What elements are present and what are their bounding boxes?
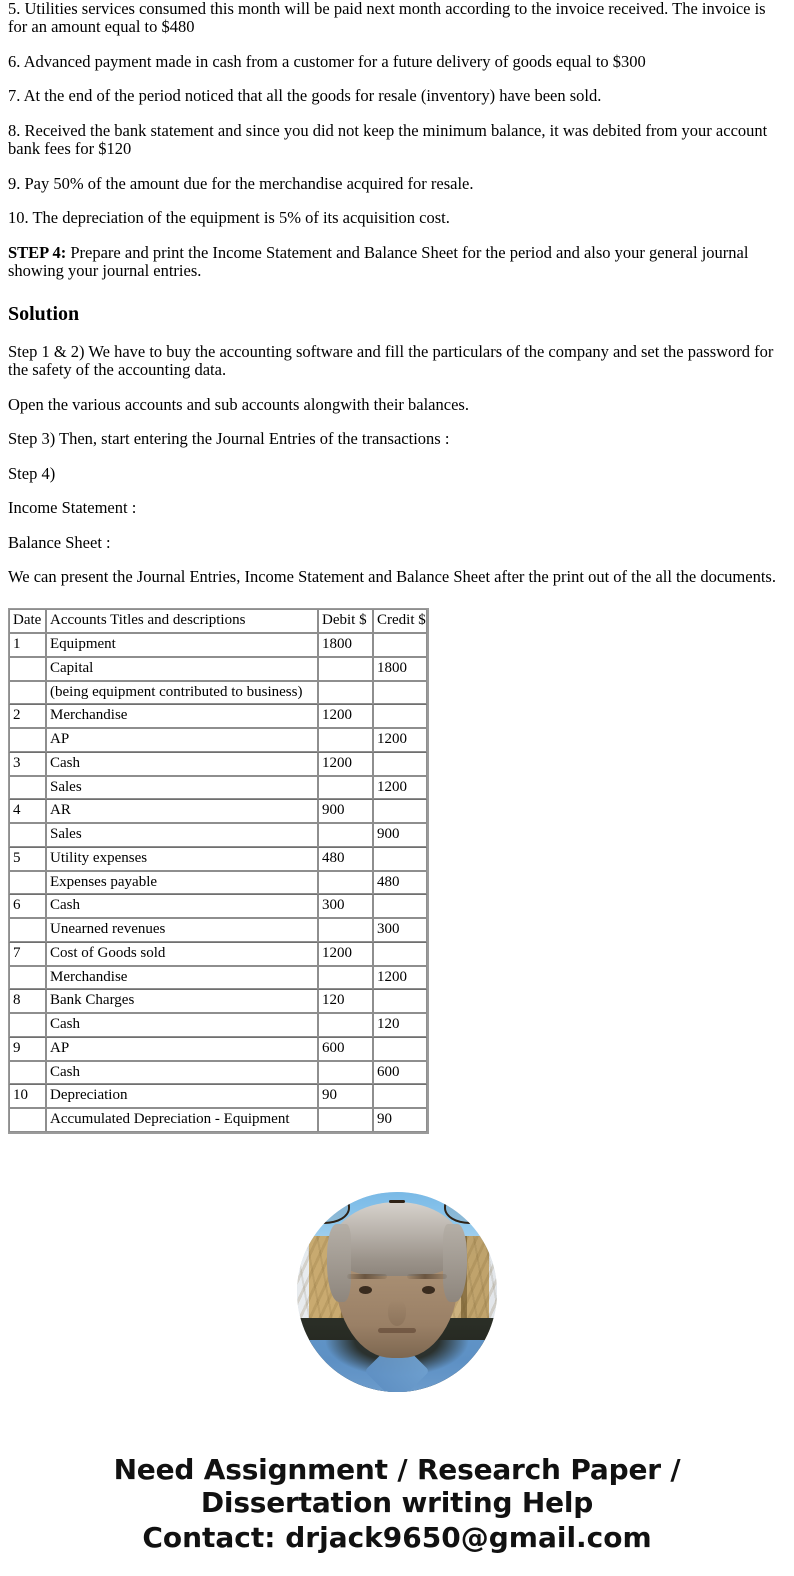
cell-date: 9 [9,1037,46,1061]
cell-account: Capital [46,657,318,681]
glasses-left-lens [299,1192,350,1224]
transaction-item-7: 7. At the end of the period noticed that all the goods for resale (inventory) have been sold. [8,86,602,106]
contact-headline-part2: writing Help [401,1485,594,1519]
cell-debit [318,966,373,990]
solution-step-1-2: Step 1 & 2) We have to buy the accounting software and fill the particulars of the company and set the password for the safety of the accounting data. [8,341,774,380]
avatar-left-eye [359,1286,372,1294]
table-row [9,776,427,800]
cell-debit: 900 [318,799,373,823]
cell-account: Cash [46,752,318,776]
cell-debit: 1800 [318,633,373,657]
table-row [9,704,427,728]
solution-open-accounts: Open the various accounts and sub accounts alongwith their balances. [8,394,469,414]
cell-credit: 1200 [373,776,427,800]
table-row [9,1013,427,1037]
cell-debit [318,1013,373,1037]
cell-debit [318,871,373,895]
cell-credit [373,1084,427,1108]
cell-account: Unearned revenues [46,918,318,942]
cell-date [9,657,46,681]
cell-debit [318,823,373,847]
table-row [9,942,427,966]
solution-balance-sheet-label: Balance Sheet : [8,532,111,552]
cell-date [9,1061,46,1085]
solution-step-4: Step 4) [8,463,56,483]
contact-headline [18,1453,776,1519]
table-row [9,657,427,681]
cell-credit: 90 [373,1108,427,1132]
transaction-item-5: 5. Utilities services consumed this month will be paid next month according to the invoice received. The invoice is for an amount equal to $480 [8,0,766,37]
step4-label: STEP 4: [8,242,67,262]
cell-debit: 1200 [318,752,373,776]
cell-date: 3 [9,752,46,776]
cell-debit [318,918,373,942]
cell-credit: 1200 [373,966,427,990]
cell-credit [373,1037,427,1061]
cell-date [9,1013,46,1037]
table-row [9,966,427,990]
step4-instruction [0,244,794,281]
avatar-right-eye [422,1286,435,1294]
cell-date: 2 [9,704,46,728]
header-cell-debit: Debit $ [318,609,373,633]
cell-account: Merchandise [46,704,318,728]
table-row [9,799,427,823]
table-row [9,823,427,847]
cell-credit [373,847,427,871]
glasses-bridge [389,1200,405,1203]
cell-account: Expenses payable [46,871,318,895]
table-row [9,871,427,895]
cell-account: (being equipment contributed to business) [46,681,318,705]
header-cell-accounts: Accounts Titles and descriptions [46,609,318,633]
table-row [9,681,427,705]
table-row [9,728,427,752]
cell-date: 1 [9,633,46,657]
cell-account: Sales [46,823,318,847]
cell-debit [318,657,373,681]
cell-credit: 600 [373,1061,427,1085]
cell-account: AP [46,1037,318,1061]
cell-date: 6 [9,894,46,918]
cell-debit: 600 [318,1037,373,1061]
table-row [9,1084,427,1108]
avatar-hair-left-side [327,1224,351,1302]
cell-credit: 120 [373,1013,427,1037]
cell-account: Cash [46,1061,318,1085]
cell-account: Depreciation [46,1084,318,1108]
cell-debit: 1200 [318,704,373,728]
cell-account: Accumulated Depreciation - Equipment [46,1108,318,1132]
table-row [9,1037,427,1061]
cell-account: Bank Charges [46,989,318,1013]
cell-debit [318,681,373,705]
cell-account: Cost of Goods sold [46,942,318,966]
cell-credit: 300 [373,918,427,942]
solution-body [0,343,794,587]
cell-date [9,823,46,847]
table-header-row [9,609,427,633]
cell-date: 7 [9,942,46,966]
table-row [9,989,427,1013]
avatar-left-eyebrow [347,1274,387,1279]
cell-date [9,918,46,942]
cell-debit [318,728,373,752]
transaction-item-9: 9. Pay 50% of the amount due for the merchandise acquired for resale. [8,173,474,193]
cell-debit: 480 [318,847,373,871]
cell-credit: 900 [373,823,427,847]
cell-debit: 90 [318,1084,373,1108]
cell-account: Cash [46,894,318,918]
table-row [9,1108,427,1132]
cell-date [9,871,46,895]
cell-account: Sales [46,776,318,800]
cell-account: Merchandise [46,966,318,990]
table-row [9,918,427,942]
cell-date: 10 [9,1084,46,1108]
cell-date: 4 [9,799,46,823]
cell-account: AR [46,799,318,823]
cell-credit [373,752,427,776]
cell-account: AP [46,728,318,752]
avatar-right-eyebrow [407,1274,447,1279]
avatar-mouth [378,1328,416,1333]
contact-email-line[interactable]: Contact: drjack9650@gmail.com [142,1521,652,1554]
table-row [9,894,427,918]
cell-account: Cash [46,1013,318,1037]
cell-account: Utility expenses [46,847,318,871]
table-row [9,633,427,657]
avatar [297,1192,497,1392]
cell-date: 5 [9,847,46,871]
transaction-item-10: 10. The depreciation of the equipment is 5% of its acquisition cost. [8,208,450,228]
table-row [9,752,427,776]
cell-credit [373,681,427,705]
avatar-hair-right-side [443,1224,467,1302]
transaction-item-6: 6. Advanced payment made in cash from a customer for a future delivery of goods equal to $300 [8,51,646,71]
avatar-block [0,1192,794,1397]
step4-text: Prepare and print the Income Statement and Balance Sheet for the period and also your general journal showing your journal entries. [8,242,749,281]
cell-credit [373,704,427,728]
cell-credit: 480 [373,871,427,895]
cell-date [9,966,46,990]
journal-table-body [9,609,427,1132]
table-row [9,1061,427,1085]
cell-debit: 120 [318,989,373,1013]
cell-debit: 1200 [318,942,373,966]
solution-step-3: Step 3) Then, start entering the Journal Entries of the transactions : [8,429,450,449]
cell-date [9,776,46,800]
transactions-list [0,0,794,228]
contact-headline-part1: Need Assignment / Research Paper / Dissertation [113,1452,681,1519]
cell-account: Equipment [46,633,318,657]
cell-credit [373,942,427,966]
contact-footer [0,1453,794,1576]
cell-credit [373,989,427,1013]
cell-debit [318,1061,373,1085]
header-cell-credit: Credit $ [373,609,427,633]
table-row [9,847,427,871]
solution-income-statement-label: Income Statement : [8,498,137,518]
cell-date: 8 [9,989,46,1013]
cell-date [9,681,46,705]
solution-closing-note: We can present the Journal Entries, Income Statement and Balance Sheet after the print out of the all the documents. [8,566,776,586]
cell-credit: 1200 [373,728,427,752]
cell-date [9,728,46,752]
journal-entries-table [8,608,429,1134]
cell-credit [373,799,427,823]
cell-debit [318,776,373,800]
header-cell-date: Date [9,609,46,633]
cell-credit [373,894,427,918]
solution-heading: Solution [8,302,80,325]
glasses-right-lens [444,1192,495,1224]
cell-credit: 1800 [373,657,427,681]
transaction-item-8: 8. Received the bank statement and since you did not keep the minimum balance, it was debited from your account bank fees for $120 [8,120,768,159]
cell-credit [373,633,427,657]
cell-date [9,1108,46,1132]
journal-table-wrapper [0,608,794,1134]
avatar-nose [388,1300,406,1326]
cell-debit [318,1108,373,1132]
cell-debit: 300 [318,894,373,918]
